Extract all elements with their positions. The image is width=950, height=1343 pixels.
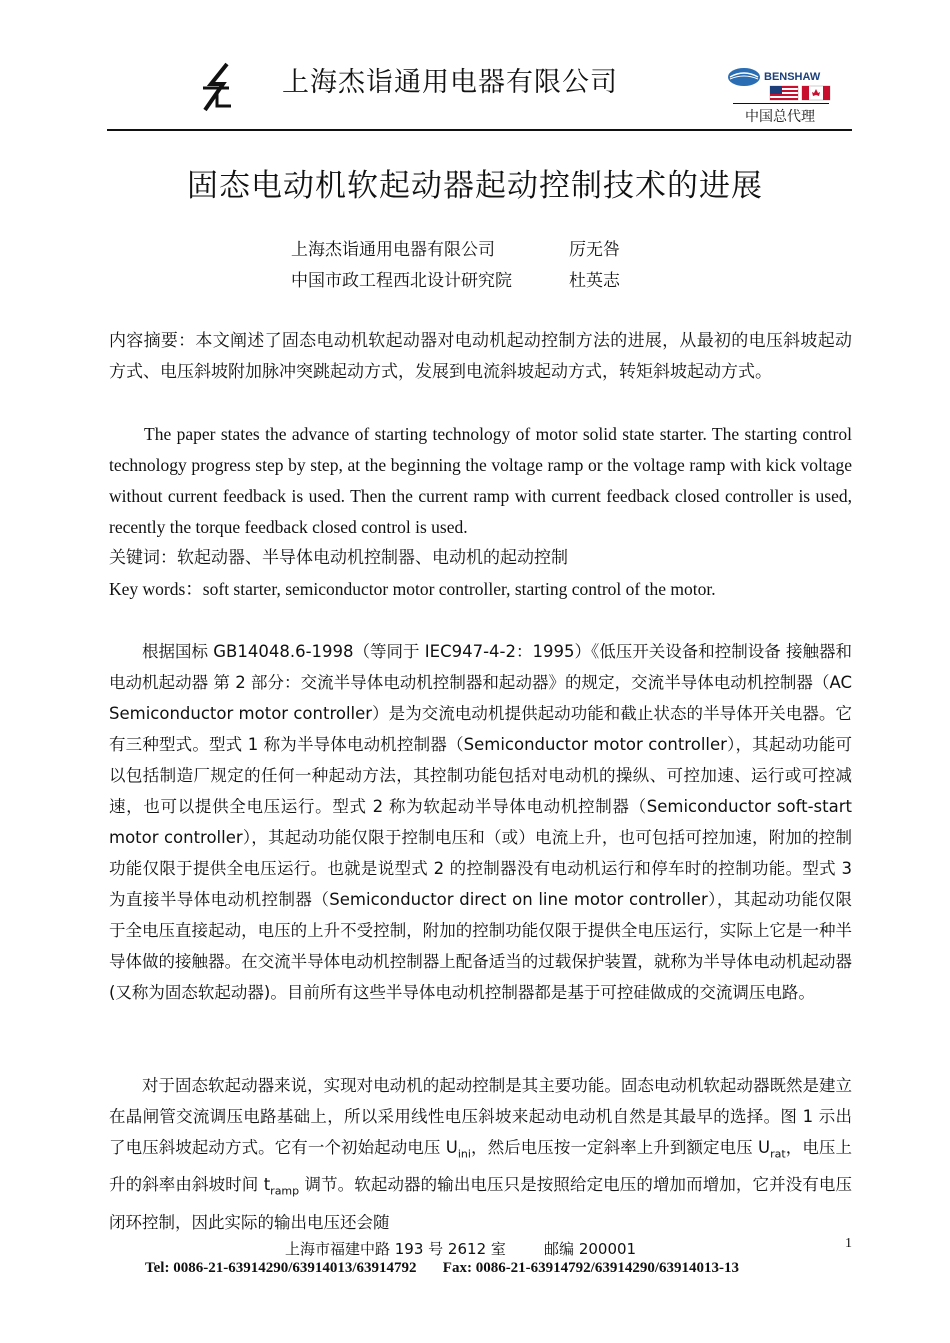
- footer-tel: Tel: 0086-21-63914290/63914013/63914792: [145, 1260, 417, 1276]
- author-org: 中国市政工程西北设计研究院: [291, 271, 512, 291]
- abstract-cn: 内容摘要：本文阐述了固态电动机软起动器对电动机起动控制方法的进展，从最初的电压斜坡起动方式、电压斜坡附加脉冲突跳起动方式，发展到电流斜坡起动方式，转矩斜坡起动方式。: [109, 331, 852, 382]
- header-rule: [107, 129, 852, 131]
- body-paragraph-2: 对于固态软起动器来说，实现对电动机的起动控制是其主要功能。固态电动机软起动器既然是建立在晶闸管交流调压电路基础上，所以采用线性电压斜坡来起动电动机自然是其最早的选择。图 1 示出了电压斜坡起动方式。它有一个初始起动电压 $U_{ini}$，然后电压按一定斜率上升到额定电压 $U_{rat}$，电压上升的斜率由斜坡时间 $t_{ramp}$ 调节。软起动器的输出电压只是按照给定电压的增加而增加，它并没有电压闭环控制，因此实际的输出电压还会随: [109, 1076, 853, 1232]
- page-number: 1: [845, 1236, 852, 1251]
- company-name: 上海杰诣通用电器有限公司: [282, 67, 618, 98]
- author-row: [291, 266, 620, 291]
- keywords-en: Key words：soft starter, semiconductor motor controller, starting control of the motor.: [109, 579, 716, 599]
- author-row: [291, 235, 620, 260]
- footer-contact: [145, 1260, 739, 1277]
- agent-label: 中国总代理: [745, 109, 815, 125]
- abstract-en: The paper states the advance of starting technology of motor solid state starter. The starting control technology progress step by step, at the beginning the voltage ramp or the voltage ramp with kick voltage without current feedback is used. Then the current ramp with current feedback closed controller is used, recently the torque feedback closed control is used.: [109, 424, 852, 537]
- author-org: 上海杰诣通用电器有限公司: [291, 240, 495, 260]
- body-paragraph-1: 根据国标 GB14048.6-1998（等同于 IEC947-4-2：1995）《低压开关设备和控制设备 接触器和电动机起动器 第 2 部分：交流半导体电动机控制器和起动器》的规定，交流半导体电动机控制器（AC Semiconductor motor controller）是为交流电动机提供起动功能和截止状态的半导体开关电器。它有三种型式。型式 1 称为半导体电动机控制器（Semiconductor motor controller），其起动功能可以包括制造厂规定的任何一种起动方法，其控制功能包括对电动机的操纵、可控加速、运行或可控减速，也可以提供全电压运行。型式 2 称为软起动半导体电动机控制器（Semiconductor soft-start motor controller），其起动功能仅限于控制电压和（或）电流上升，也可包括可控加速，附加的控制功能仅限于提供全电压运行。也就是说型式 2 的控制器没有电动机运行和停车时的控制功能。型式 3 为直接半导体电动机控制器（Semiconductor direct on line motor controller），其起动功能仅限于全电压直接起动，电压的上升不受控制，附加的控制功能仅限于提供全电压运行，实际上它是一种半导体做的接触器。在交流半导体电动机控制器上配备适当的过载保护装置，就称为半导体电动机起动器(又称为固态软起动器)。目前所有这些半导体电动机控制器都是基于可控硅做成的交流调压电路。: [109, 642, 852, 1002]
- footer-fax: Fax: 0086-21-63914792/63914290/63914013-13: [442, 1260, 740, 1276]
- page-title: 固态电动机软起动器起动控制技术的进展: [187, 168, 763, 204]
- benshaw-logo-text: BENSHAW: [764, 71, 821, 83]
- footer-postcode: 邮编 200001: [544, 1240, 637, 1258]
- company-logo-icon: [197, 62, 243, 114]
- benshaw-logo-icon: [726, 64, 838, 102]
- keywords-cn: 关键词：软起动器、半导体电动机控制器、电动机的起动控制: [109, 548, 568, 568]
- author-name: 杜英志: [569, 271, 620, 291]
- footer-address: 上海市福建中路 193 号 2612 室 邮编 200001: [285, 1240, 637, 1258]
- author-name: 厉无咎: [569, 240, 620, 260]
- agent-divider: [733, 103, 829, 104]
